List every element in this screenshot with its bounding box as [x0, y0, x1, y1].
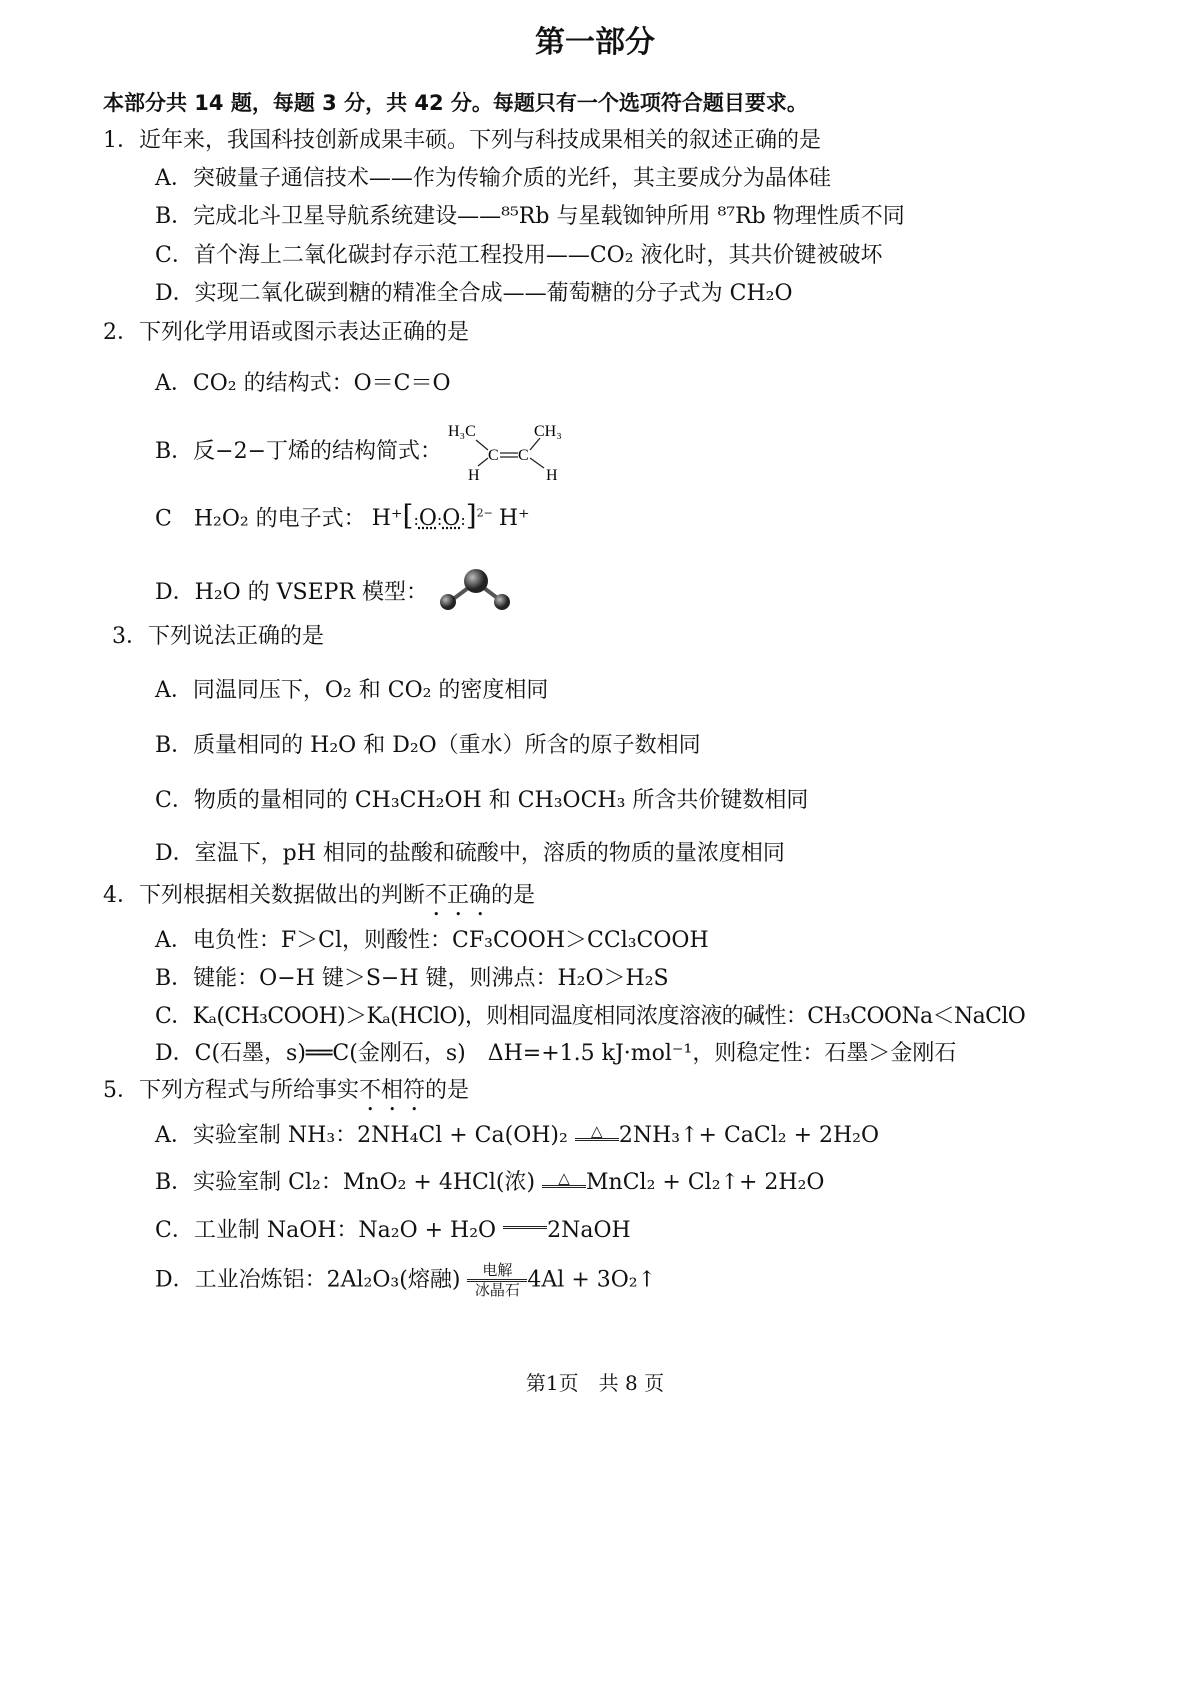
q4-option-c: C．Kₐ(CH₃COOH)＞Kₐ(HClO)，则相同温度相同浓度溶液的碱性：CH₃COONa＜NaClO [155, 1004, 1026, 1029]
equation-left: D．工业冶炼铝：2Al₂O₃(熔融) [155, 1267, 468, 1293]
q1-option-c: C．首个海上二氧化碳封存示范工程投用——CO₂ 液化时，其共价键被破坏 [155, 243, 883, 268]
stem-text: 4．下列根据相关数据做出的判断 [103, 883, 425, 908]
question-2-stem: 2．下列化学用语或图示表达正确的是 [103, 320, 469, 345]
q4-option-d: D．C(石墨，s)══C(金刚石，s) ΔH=+1.5 kJ·mol⁻¹，则稳定性：石墨＞金刚石 [155, 1041, 957, 1066]
q2-option-d [155, 568, 514, 618]
electron-charge: 2− [476, 507, 493, 520]
equals-sign [503, 1222, 547, 1229]
stem-emphasis: 不相符 [359, 1078, 426, 1103]
structure-h-right: H [546, 467, 558, 484]
equation-left: A．实验室制 NH₃：2NH₄Cl + Ca(OH)₂ [155, 1123, 575, 1148]
stem-text: 的是 [491, 883, 536, 908]
question-3-stem: 3．下列说法正确的是 [112, 624, 324, 649]
structure-c2: C [518, 447, 529, 464]
structure-c1: C [488, 447, 499, 464]
electron-h-right: H⁺ [498, 506, 530, 532]
equation-right: 2NaOH [547, 1218, 631, 1243]
electron-o1: O [418, 506, 437, 532]
q5-option-b [155, 1168, 824, 1198]
equation-right: 2NH₃↑+ CaCl₂ + 2H₂O [618, 1123, 880, 1148]
equation-left: B．实验室制 Cl₂：MnO₂ + 4HCl(浓) [155, 1170, 543, 1195]
equation-left: C．工业制 NaOH：Na₂O + H₂O [155, 1218, 504, 1243]
q5-option-c [155, 1216, 631, 1246]
electron-h-left: H⁺ [371, 506, 403, 532]
q1-option-d: D．实现二氧化碳到糖的精准全合成——葡萄糖的分子式为 CH₂O [155, 281, 793, 306]
trans-2-butene-structure [448, 418, 568, 486]
section-instructions: 本部分共 14 题，每题 3 分，共 42 分。每题只有一个选项符合题目要求。 [103, 91, 808, 115]
q5-option-d [155, 1262, 656, 1299]
electrolysis-condition: 电解 [467, 1262, 527, 1282]
q2-option-a: A．CO₂ 的结构式：O＝C＝O [155, 371, 451, 396]
electron-o2: O [442, 506, 461, 532]
q4-option-b: B．键能：O−H 键＞S−H 键，则沸点：H₂O＞H₂S [155, 966, 669, 991]
stem-text: 的是 [425, 1078, 470, 1103]
q3-option-c: C．物质的量相同的 CH₃CH₂OH 和 CH₃OCH₃ 所含共价键数相同 [155, 788, 809, 813]
q1-option-b: B．完成北斗卫星导航系统建设——⁸⁵Rb 与星载铷钟所用 ⁸⁷Rb 物理性质不同 [155, 204, 905, 229]
q2-option-c-label: C H₂O₂ 的电子式： [155, 506, 366, 532]
question-5-stem [103, 1076, 469, 1116]
h2o2-electron-formula: H⁺[:O:O:]$^{2-}$ H⁺ [371, 499, 530, 533]
heat-condition: △ [542, 1171, 586, 1188]
q5-option-a [155, 1121, 879, 1151]
q2-option-c [155, 496, 530, 538]
heat-condition: △ [575, 1124, 619, 1141]
equation-right: MnCl₂ + Cl₂↑+ 2H₂O [586, 1170, 825, 1195]
q3-option-d: D．室温下，pH 相同的盐酸和硫酸中，溶质的物质的量浓度相同 [155, 841, 785, 866]
vsepr-water-model-image [434, 568, 514, 618]
q4-option-a: A．电负性：F＞Cl，则酸性：CF₃COOH＞CCl₃COOH [155, 928, 709, 953]
cryolite-condition: 冰晶石 [474, 1281, 520, 1299]
stem-emphasis: 不正确 [425, 883, 492, 908]
equation-right: 4Al + 3O₂↑ [527, 1267, 657, 1293]
q3-option-b: B．质量相同的 H₂O 和 D₂O（重水）所含的原子数相同 [155, 733, 701, 758]
structure-ch3: CH₃ [534, 423, 562, 440]
section-title: 第一部分 [535, 25, 655, 60]
q2-option-d-label: D．H₂O 的 VSEPR 模型： [155, 580, 429, 605]
structure-h3c: H₃C [448, 423, 476, 440]
q3-option-a: A．同温同压下，O₂ 和 CO₂ 的密度相同 [155, 678, 549, 703]
structure-h-left: H [468, 467, 480, 484]
stem-text: 5．下列方程式与所给事实 [103, 1078, 359, 1103]
page-footer: 第1页 共 8 页 [525, 1371, 665, 1395]
q1-option-a: A．突破量子通信技术——作为传输介质的光纤，其主要成分为晶体硅 [155, 166, 831, 191]
q2-option-b [155, 418, 568, 486]
q2-option-b-label: B．反−2−丁烯的结构简式： [155, 439, 443, 464]
question-4-stem [103, 881, 535, 921]
question-1-stem: 1．近年来，我国科技创新成果丰硕。下列与科技成果相关的叙述正确的是 [103, 128, 821, 153]
